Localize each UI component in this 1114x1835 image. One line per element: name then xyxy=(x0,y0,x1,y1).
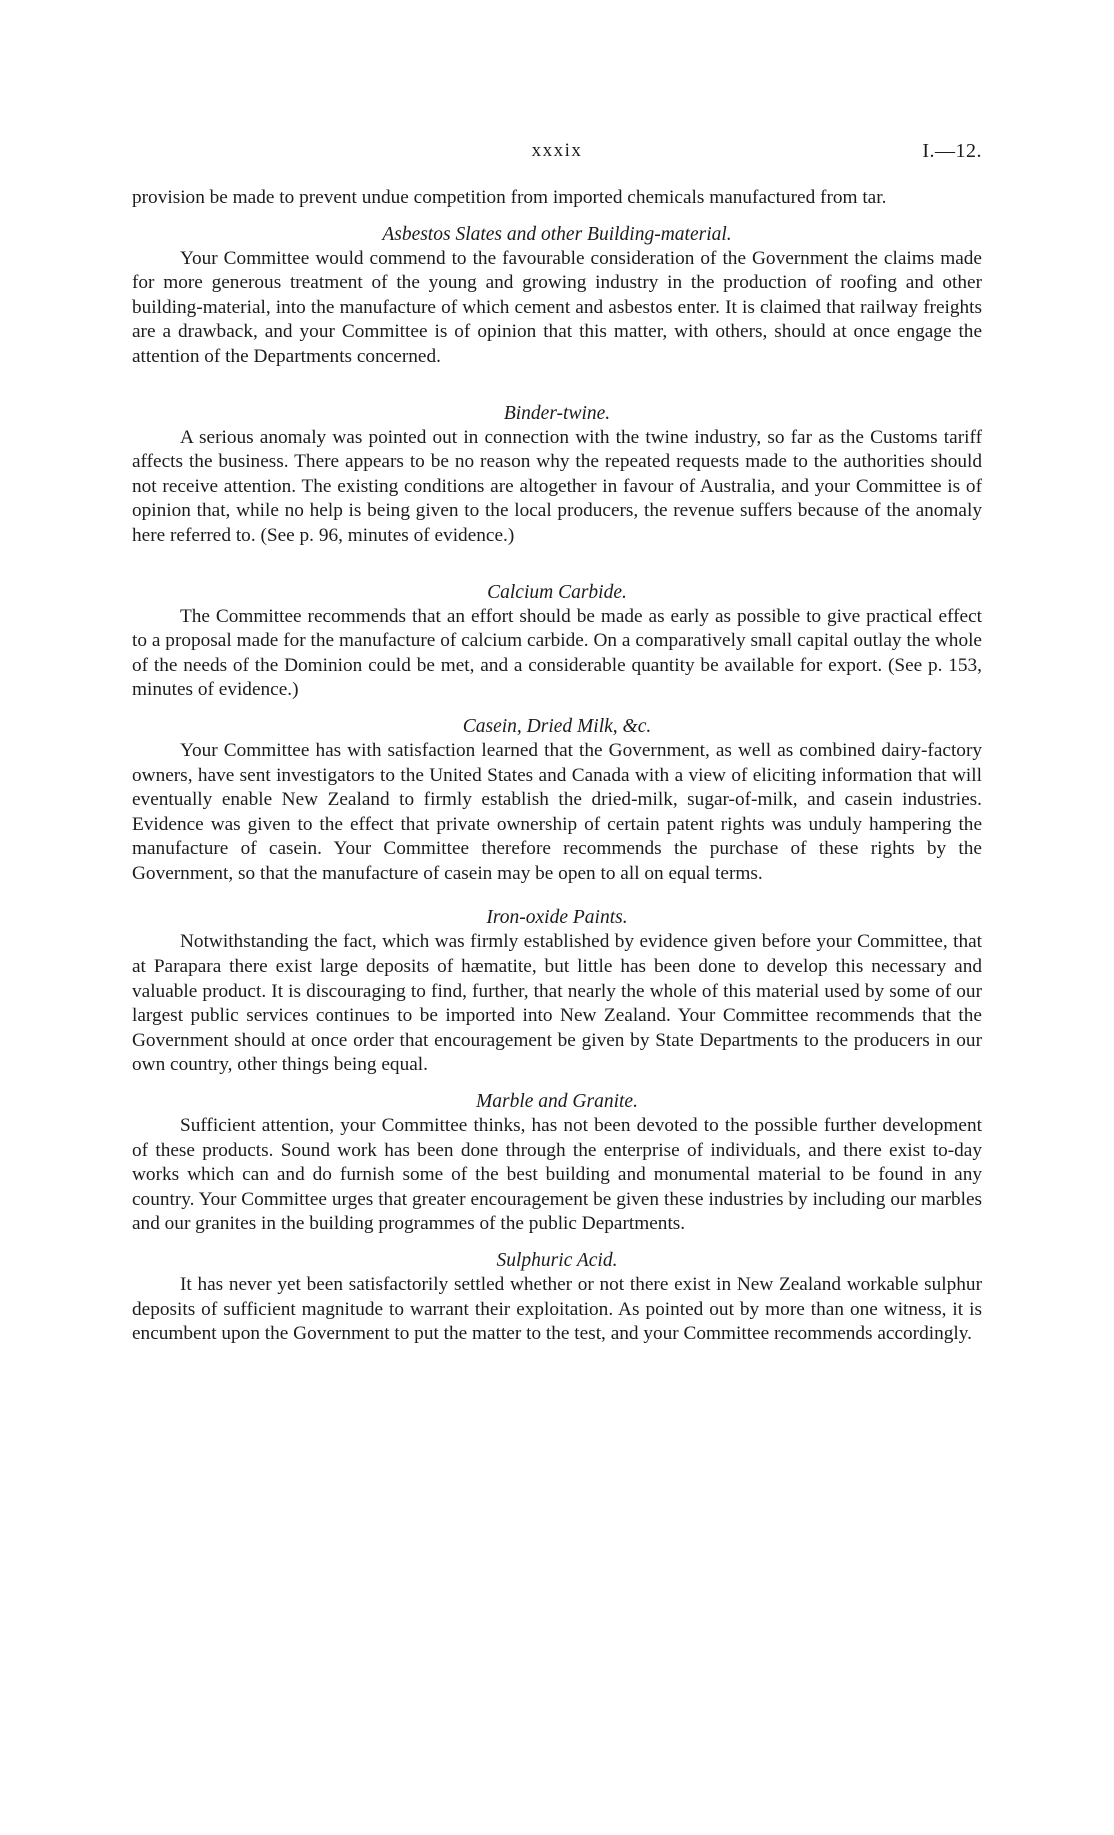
document-reference: I.—12. xyxy=(922,140,982,162)
document-body xyxy=(132,186,982,1347)
section-text-iron-oxide: Notwithstanding the fact, which was firmly established by evidence given before your Committee, that at Parapara there exist large deposits of hæmatite, but little has been done to develop this necessary and valuable product. It is discouraging to find, further, that nearly the whole of this material used by some of our largest public services continues to be imported into New Zealand. Your Committee recommends that the Government should at once order that encouragement be given by State Departments to the producers in our own country, other things being equal. xyxy=(132,931,982,1076)
section-text-casein: Your Committee has with satisfaction learned that the Government, as well as combined dairy-factory owners, have sent investigators to the United States and Canada with a view of eliciting information that will eventually enable New Zealand to firmly establish the dried-milk, sugar-of-milk, and casein industries. Evidence was given to the effect that private ownership of certain patent rights was unduly hampering the manufacture of casein. Your Committee therefore recommends the purchase of these rights by the Government, so that the manufacture of casein may be open to all on equal terms. xyxy=(132,739,982,884)
section-heading-casein: Casein, Dried Milk, &c. xyxy=(462,715,652,737)
page-number: xxxix xyxy=(531,140,583,161)
page-header xyxy=(132,140,982,170)
section-heading-binder-twine: Binder-twine. xyxy=(503,402,611,424)
section-heading-marble-granite: Marble and Granite. xyxy=(476,1091,638,1113)
section-text-binder-twine: A serious anomaly was pointed out in connection with the twine industry, so far as the Customs tariff affects the business. There appears to be no reason why the repeated requests made to the authorities should not receive attention. The existing conditions are altogether in favour of Australia, and your Committee is of opinion that, while no help is being given to the local producers, the revenue suffers because of the anomaly here referred to. (See p. 96, minutes of evidence.) xyxy=(132,426,982,546)
section-text-sulphuric-acid: It has never yet been satisfactorily settled whether or not there exist in New Zealand workable sulphur deposits of sufficient magnitude to warrant their exploitation. As pointed out by more than one witness, it is encumbent upon the Government to put the matter to the test, and your Committee recommends accordingly. xyxy=(132,1274,982,1345)
section-heading-iron-oxide: Iron-oxide Paints. xyxy=(486,907,628,929)
section-text-marble-granite: Sufficient attention, your Committee thinks, has not been devoted to the possible further development of these products. Sound work has been done through the enterprise of individuals, and there exist to-day works which can and do furnish some of the best building and monumental material to be found in any country. Your Committee urges that greater encouragement be given these industries by including our marbles and our granites in the building programmes of the public Departments. xyxy=(132,1115,982,1235)
section-heading-calcium-carbide: Calcium Carbide. xyxy=(487,581,627,603)
section-text-asbestos: Your Committee would commend to the favourable consideration of the Government the claims made for more generous treatment of the young and growing industry in the production of roofing and other building-material, into the manufacture of which cement and asbestos enter. It is claimed that railway freights are a drawback, and your Committee is of opinion that this matter, with others, should at once engage the attention of the Departments concerned. xyxy=(132,247,982,367)
intro-paragraph: provision be made to prevent undue competition from imported chemicals manufactured from tar. xyxy=(132,187,887,208)
section-text-calcium-carbide: The Committee recommends that an effort should be made as early as possible to give practical effect to a proposal made for the manufacture of calcium carbide. On a comparatively small capital outlay the whole of the needs of the Dominion could be met, and a considerable quantity be available for export. (See p. 153, minutes of evidence.) xyxy=(132,605,982,701)
section-heading-sulphuric-acid: Sulphuric Acid. xyxy=(496,1250,618,1271)
section-heading-asbestos: Asbestos Slates and other Building-material. xyxy=(382,223,732,245)
